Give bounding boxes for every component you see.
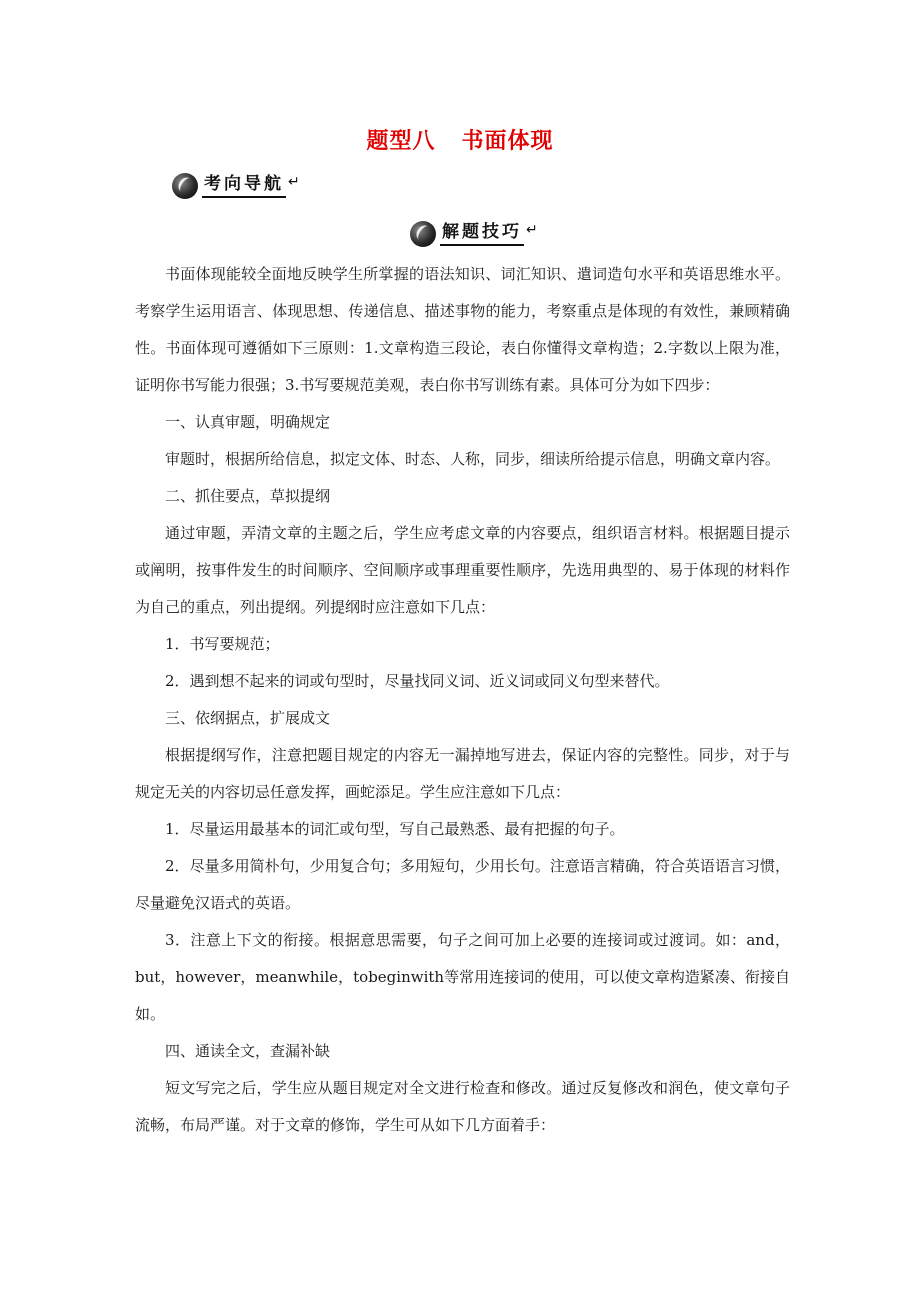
- heading-step-4: 四、通读全文，查漏补缺: [165, 1042, 331, 1060]
- paragraph: 短文写完之后，学生应从题目规定对全文进行检查和修改。通过反复修改和润色，使文章句子流畅，布局严谨。对于文章的修饰，学生可从如下几方面着手：: [135, 1079, 790, 1134]
- list-item: 3．注意上下文的衔接。根据意思需要，句子之间可加上必要的连接词或过渡词。如：and，but，however，meanwhile，tobeginwith等常用连接词的使用，可以使文章构造紧凑、衔接自如。: [135, 931, 790, 1023]
- tips-label: 解题技巧: [440, 222, 524, 246]
- list-item: 2．尽量多用简朴句，少用复合句；多用短句，少用长句。注意语言精确，符合英语语言习惯，尽量避免汉语式的英语。: [135, 857, 790, 912]
- heading-step-3: 三、依纲据点，扩展成文: [165, 709, 331, 727]
- heading-step-2: 二、抓住要点，草拟提纲: [165, 487, 331, 505]
- paragraph: 根据提纲写作，注意把题目规定的内容无一漏掉地写进去，保证内容的完整性。同步，对于与规定无关的内容切忌任意发挥，画蛇添足。学生应注意如下几点：: [135, 746, 790, 801]
- return-arrow-icon: ↵: [526, 222, 538, 238]
- return-arrow-icon: ↵: [288, 174, 300, 190]
- body-text: [135, 256, 790, 1144]
- list-item: 1．书写要规范；: [165, 635, 280, 653]
- title-part-2: 书面体现: [461, 128, 554, 154]
- paragraph: 审题时，根据所给信息，拟定文体、时态、人称，同步，细读所给提示信息，明确文章内容。: [165, 450, 781, 468]
- page-title: [0, 124, 920, 155]
- sphere-icon: [172, 173, 198, 199]
- list-item: 1．尽量运用最基本的词汇或句型，写自己最熟悉、最有把握的句子。: [165, 820, 625, 838]
- paragraph-intro: 书面体现能较全面地反映学生所掌握的语法知识、词汇知识、遣词造句水平和英语思维水平。考察学生运用语言、体现思想、传递信息、描述事物的能力，考察重点是体现的有效性，兼顾精确性。书面体现可遵循如下三原则：1.文章构造三段论，表白你懂得文章构造；2.字数以上限为准，证明你书写能力很强；3.书写要规范美观，表白你书写训练有素。具体可分为如下四步：: [135, 265, 790, 394]
- tips-badge: [410, 219, 538, 249]
- heading-step-1: 一、认真审题，明确规定: [165, 413, 331, 431]
- paragraph: 通过审题，弄清文章的主题之后，学生应考虑文章的内容要点，组织语言材料。根据题目提示或阐明，按事件发生的时间顺序、空间顺序或事理重要性顺序，先选用典型的、易于体现的材料作为自己的重点，列出提纲。列提纲时应注意如下几点：: [135, 524, 790, 616]
- exam-guide-label: 考向导航: [202, 174, 286, 198]
- title-part-1: 题型八: [366, 128, 436, 154]
- list-item: 2．遇到想不起来的词或句型时，尽量找同义词、近义词或同义句型来替代。: [165, 672, 670, 690]
- sphere-icon: [410, 221, 436, 247]
- exam-guide-badge: [172, 171, 300, 201]
